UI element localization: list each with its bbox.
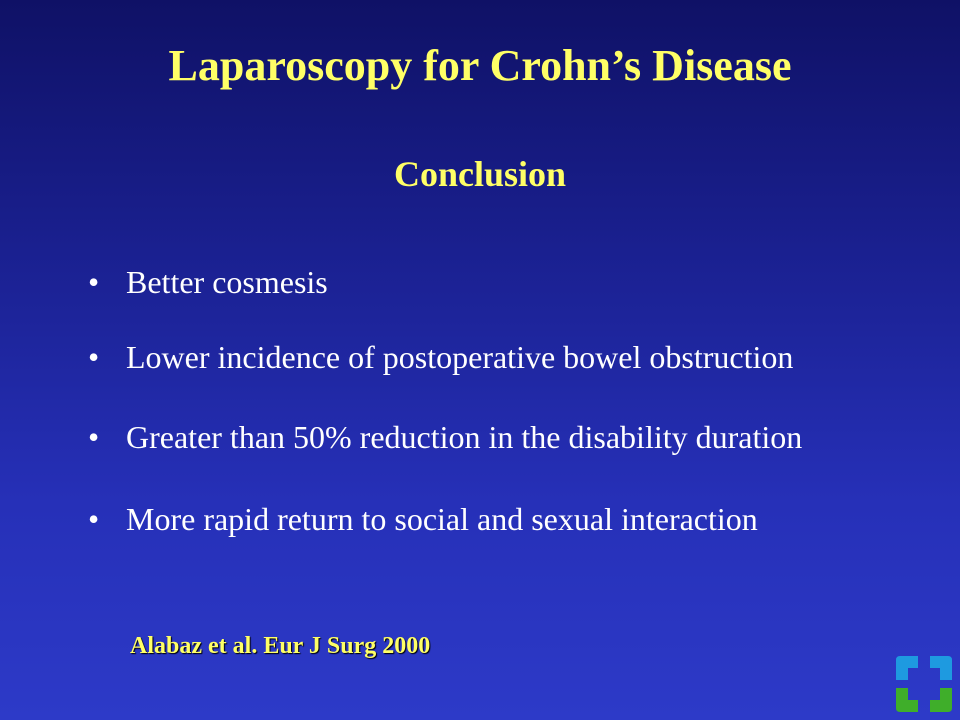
bullet-item bbox=[88, 417, 948, 457]
bullet-text: Better cosmesis bbox=[126, 264, 328, 300]
slide-subtitle: Conclusion bbox=[393, 154, 567, 194]
citation: Alabaz et al. Eur J Surg 2000 bbox=[130, 633, 431, 659]
bullet-dot: • bbox=[88, 501, 100, 537]
bullet-dot: • bbox=[88, 419, 100, 455]
bullet-dot: • bbox=[88, 339, 100, 375]
bullet-dot: • bbox=[88, 264, 100, 300]
bullet-item bbox=[88, 337, 948, 377]
bullet-text: More rapid return to social and sexual interaction bbox=[126, 501, 758, 537]
cleveland-clinic-logo-icon bbox=[896, 656, 952, 712]
bullet-item bbox=[88, 262, 948, 302]
bullet-item bbox=[88, 499, 948, 539]
bullet-list bbox=[88, 262, 948, 539]
bullet-text: Lower incidence of postoperative bowel obstruction bbox=[126, 339, 794, 375]
bullet-text: Greater than 50% reduction in the disability duration bbox=[126, 419, 803, 455]
slide-title: Laparoscopy for Crohn’s Disease bbox=[168, 41, 792, 90]
